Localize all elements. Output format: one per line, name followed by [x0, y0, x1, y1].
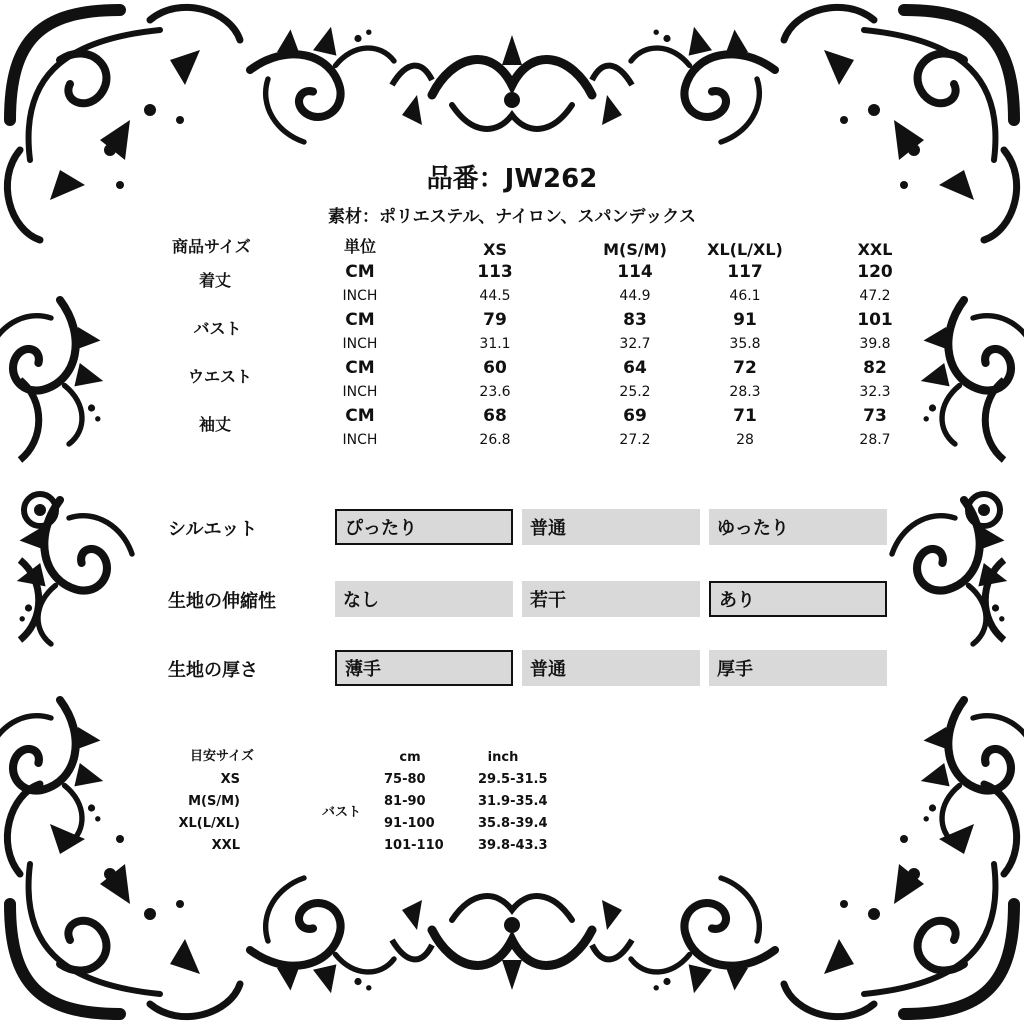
cm-value: 113: [477, 262, 513, 282]
inch-value: 28.7: [859, 432, 891, 448]
size-table-header-size: 商品サイズ: [172, 237, 251, 256]
option-box-selected: 薄手: [335, 650, 513, 686]
unit-cm: CM: [345, 262, 375, 282]
cm-value: 82: [863, 358, 887, 378]
option-box: 普通: [522, 650, 700, 686]
size-header-xxl: XXL: [857, 240, 893, 259]
guide-cm-range: 101-110: [384, 838, 444, 853]
cm-value: 117: [727, 262, 763, 282]
inch-value: 28.3: [729, 384, 761, 400]
material-line: 素材：ポリエステル、ナイロン、スパンデックス: [327, 207, 697, 227]
guide-size: M(S/M): [188, 794, 240, 809]
cm-value: 72: [733, 358, 757, 378]
cm-value: 71: [733, 406, 757, 426]
option-box: 普通: [522, 509, 700, 545]
cm-value: 79: [483, 310, 507, 330]
unit-cm: CM: [345, 358, 375, 378]
cm-value: 83: [623, 310, 647, 330]
unit-inch: INCH: [342, 384, 378, 400]
cm-value: 73: [863, 406, 887, 426]
inch-value: 46.1: [729, 288, 761, 304]
row-label-sleeve: 袖丈: [198, 415, 231, 434]
unit-cm: CM: [345, 310, 375, 330]
option-box: なし: [335, 581, 513, 617]
row-label-bust: バスト: [193, 319, 242, 338]
inch-value: 35.8: [729, 336, 761, 352]
row-label-waist: ウエスト: [187, 367, 252, 386]
feature-label-silhouette: シルエット: [168, 519, 258, 540]
feature-label-stretch: 生地の伸縮性: [168, 591, 276, 612]
guide-col-inch: inch: [487, 750, 519, 765]
option-box-selected: あり: [709, 581, 887, 617]
guide-title: 目安サイズ: [190, 749, 254, 764]
option-box: ゆったり: [709, 509, 887, 545]
inch-value: 39.8: [859, 336, 891, 352]
unit-cm: CM: [345, 406, 375, 426]
cm-value: 64: [623, 358, 647, 378]
option-box: 厚手: [709, 650, 887, 686]
product-number-title: 品番：JW262: [426, 164, 598, 194]
inch-value: 26.8: [479, 432, 511, 448]
guide-inch-range: 39.8-43.3: [478, 838, 548, 853]
size-table-header-unit: 単位: [344, 237, 377, 256]
unit-inch: INCH: [342, 288, 378, 304]
inch-value: 31.1: [479, 336, 511, 352]
guide-cm-range: 81-90: [384, 794, 426, 809]
cm-value: 68: [483, 406, 507, 426]
guide-inch-range: 29.5-31.5: [478, 772, 548, 787]
guide-measure-bust: バスト: [322, 805, 362, 820]
option-box-selected: ぴったり: [335, 509, 513, 545]
inch-value: 32.3: [859, 384, 891, 400]
option-box: 若干: [522, 581, 700, 617]
cm-value: 114: [617, 262, 653, 282]
guide-col-cm: cm: [399, 750, 421, 765]
guide-cm-range: 75-80: [384, 772, 426, 787]
guide-size: XXL: [211, 838, 240, 853]
cm-value: 69: [623, 406, 647, 426]
guide-inch-range: 35.8-39.4: [478, 816, 548, 831]
unit-inch: INCH: [342, 336, 378, 352]
size-header-xs: XS: [483, 240, 507, 259]
inch-value: 27.2: [619, 432, 651, 448]
inch-value: 32.7: [619, 336, 651, 352]
inch-value: 44.9: [619, 288, 651, 304]
row-label-length: 着丈: [198, 271, 231, 290]
size-header-xl: XL(L/XL): [707, 240, 783, 259]
inch-value: 44.5: [479, 288, 511, 304]
inch-value: 25.2: [619, 384, 651, 400]
inch-value: 47.2: [859, 288, 891, 304]
guide-size: XS: [220, 772, 240, 787]
cm-value: 60: [483, 358, 507, 378]
inch-value: 28: [736, 432, 754, 448]
guide-inch-range: 31.9-35.4: [478, 794, 548, 809]
size-header-m: M(S/M): [603, 240, 667, 259]
cm-value: 120: [857, 262, 893, 282]
cm-value: 101: [857, 310, 893, 330]
inch-value: 23.6: [479, 384, 511, 400]
guide-cm-range: 91-100: [384, 816, 435, 831]
feature-label-thickness: 生地の厚さ: [168, 660, 258, 681]
guide-size: XL(L/XL): [178, 816, 240, 831]
cm-value: 91: [733, 310, 757, 330]
unit-inch: INCH: [342, 432, 378, 448]
